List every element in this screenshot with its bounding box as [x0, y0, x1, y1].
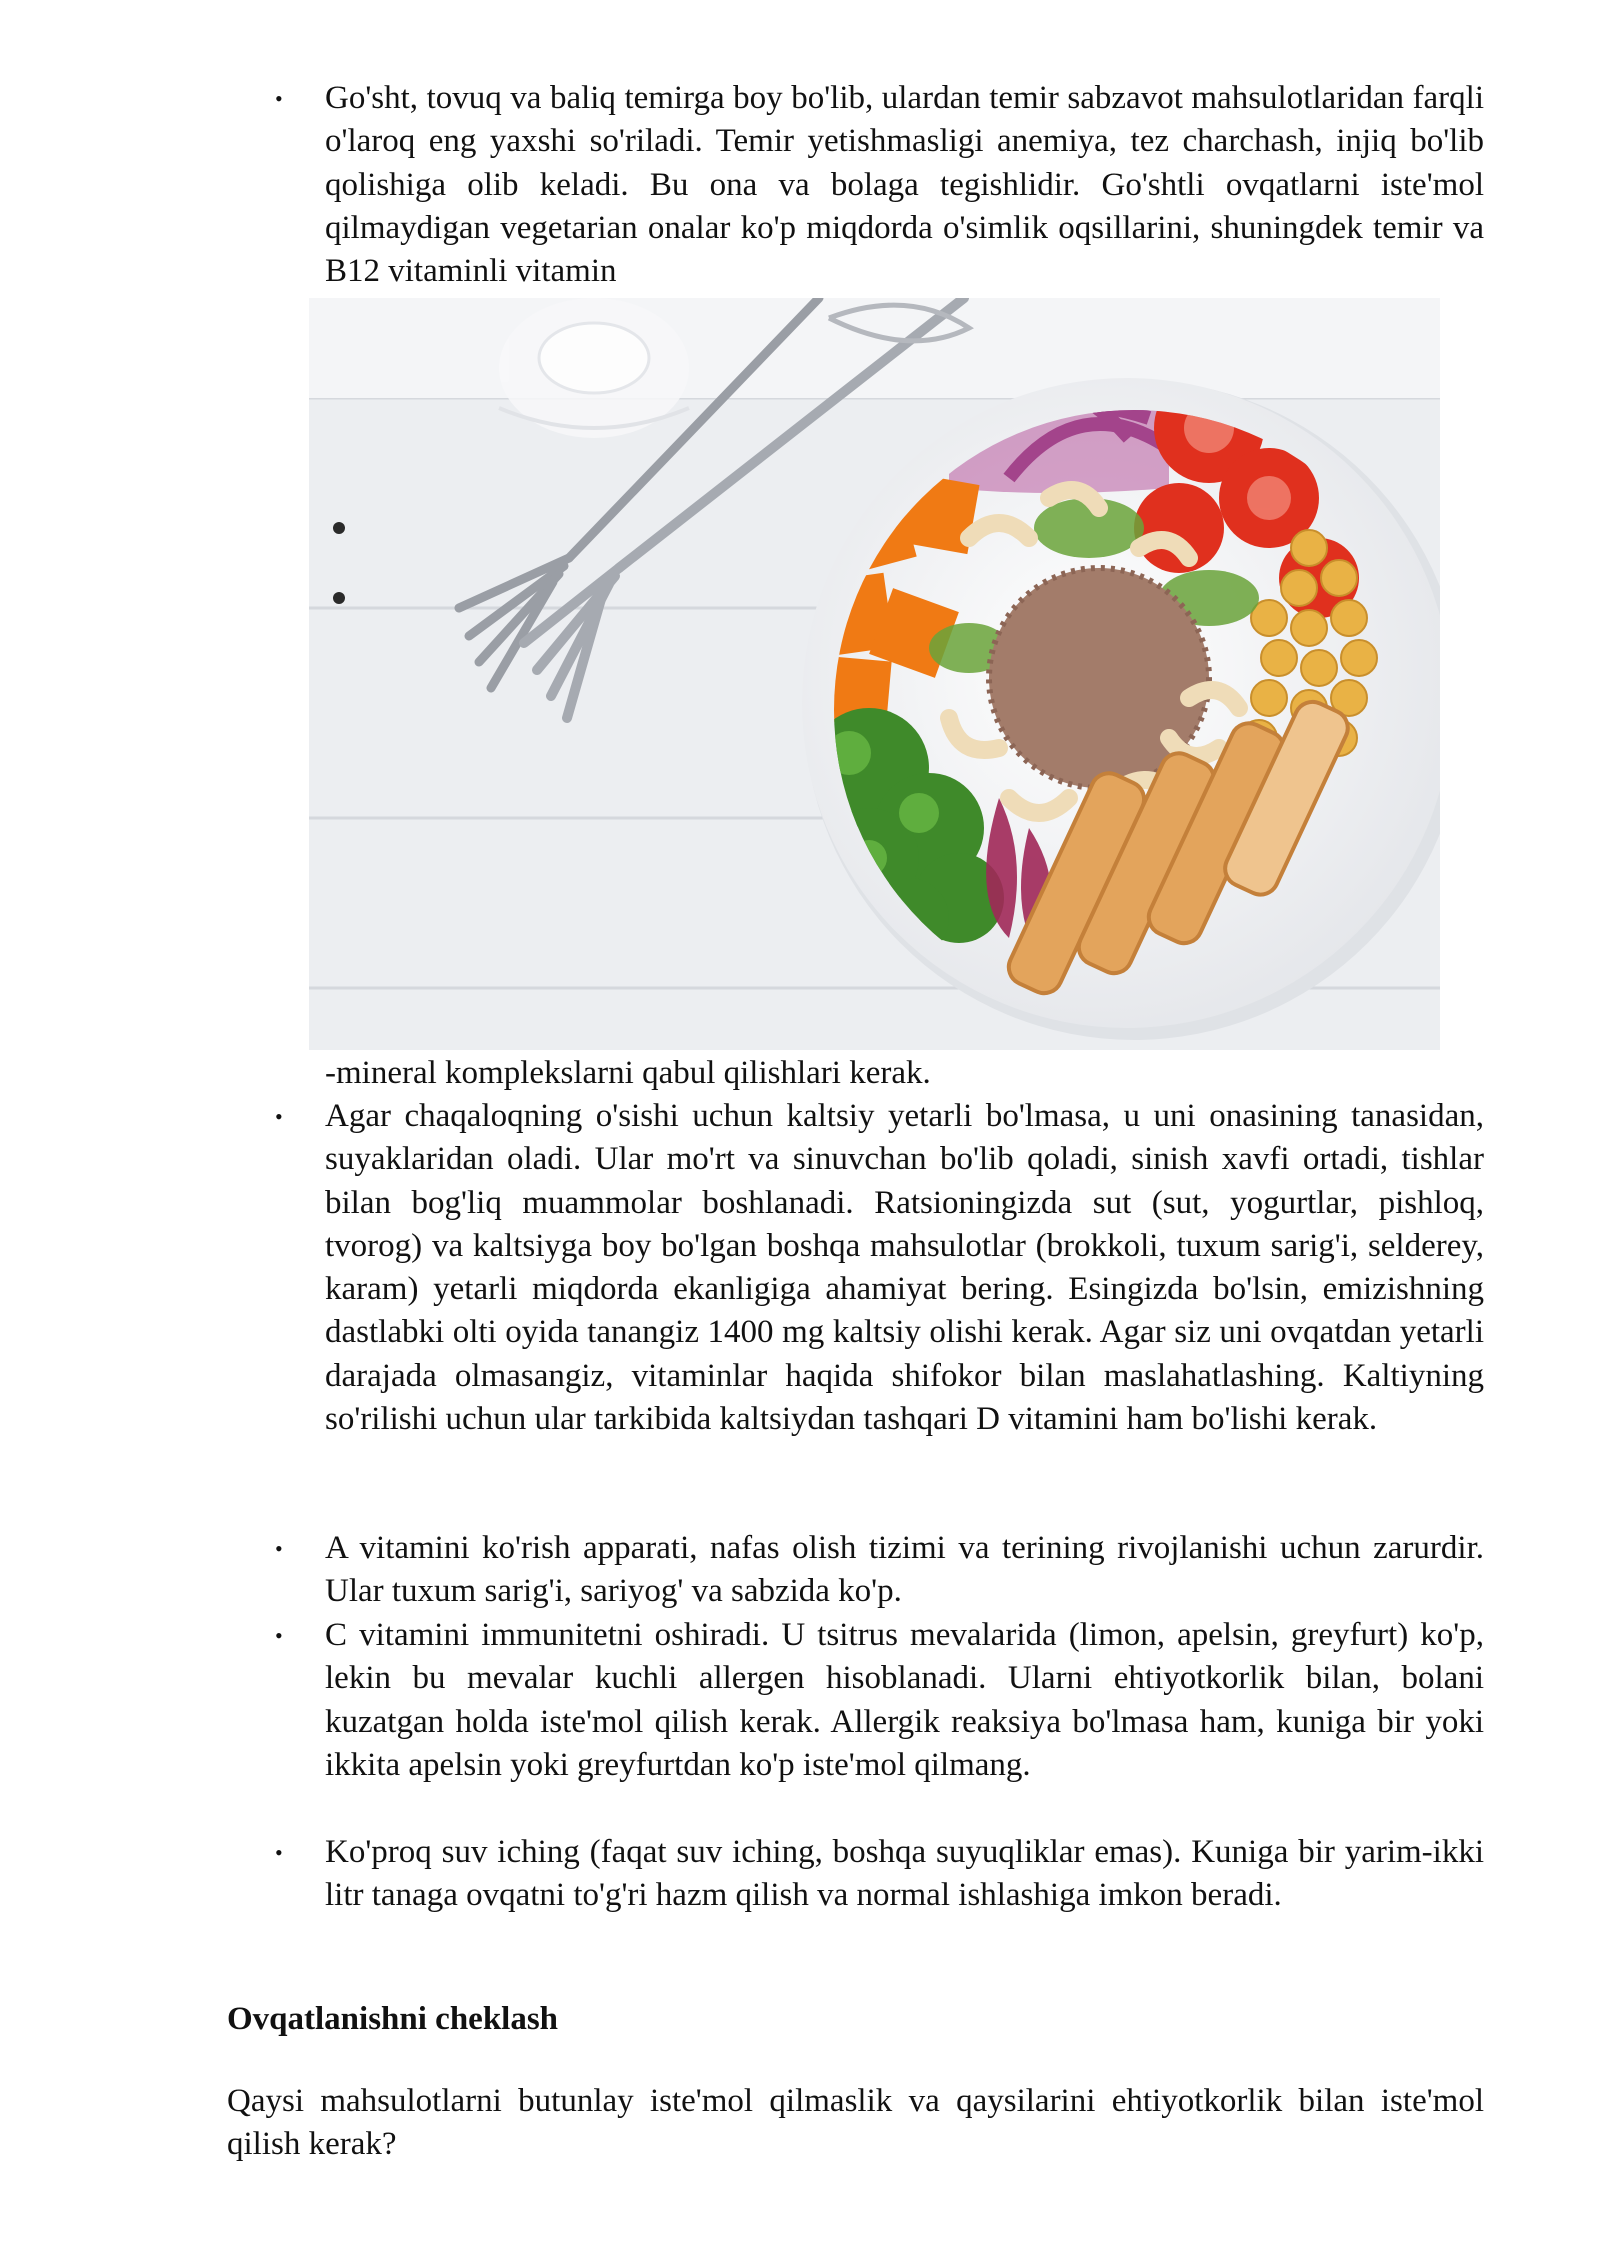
list-item [275, 1527, 1484, 1614]
bullet-dot: • [275, 1623, 283, 1648]
bullet-dot: • [275, 86, 283, 111]
list-item-text: A vitamini ko'rish apparati, nafas olish tizimi va terining rivojlanishi uchun zarurdir. Ular tuxum sarig'i, sariyog' va sabzida ko'p. [325, 1530, 1484, 1610]
bullet-dot: • [275, 1104, 283, 1129]
list-item-text: Agar chaqaloqning o'sishi uchun kaltsiy yetarli bo'lmasa, u uni onasining tanasidan, suyaklaridan oladi. Ular mo'rt va sinuvchan bo'lib qoladi, sinish xavfi ortadi, tishlar bilan bog'liq muammolar boshlanadi. Ratsioningizda sut (sut, yogurtlar, pishloq, tvorog) va kaltsiyga boy bo'lgan boshqa mahsulotlar (brokkoli, tuxum sarig'i, selderey, karam) yetarli miqdorda ekanligiga ahamiyat bering. Esingizda bo'lsin, emizishning dastlabki olti oyida tanangiz 1400 mg kaltsiy olishi kerak. Agar siz uni ovqatdan yetarli darajada olmasangiz, vitaminlar haqida shifokor bilan maslahatlashing. Kaltiyning so'rilishi uchun ular tarkibida kaltsiydan tashqari D vitamini ham bo'lishi kerak. [325, 1098, 1484, 1438]
section-heading: Ovqatlanishni cheklash [227, 2001, 559, 2037]
list-item [275, 77, 1484, 293]
question-paragraph: Qaysi mahsulotlarni butunlay iste'mol qilmaslik va qaysilarini ehtiyotkorlik bilan iste'mol qilish kerak? [227, 2083, 1484, 2163]
list-item-continuation: -mineral komplekslarni qabul qilishlari kerak. [325, 1055, 931, 1091]
list-item-text: Ko'proq suv iching (faqat suv iching, boshqa suyuqliklar emas). Kuniga bir yarim-ikki litr tanaga ovqatni to'g'ri hazm qilish va normal ishlashiga imkon beradi. [325, 1834, 1484, 1914]
list-item [275, 1614, 1484, 1787]
list-item-text: C vitamini immunitetni oshiradi. U tsitrus mevalarida (limon, apelsin, greyfurt) ko'p, lekin bu mevalar kuchli allergen hisoblanadi. Ularni ehtiyotkorlik bilan, bolani kuzatgan holda iste'mol qilish kerak. Allergik reaksiya bo'lmasa ham, kuniga bir yoki ikkita apelsin yoki greyfurtdan ko'p iste'mol qilmang. [325, 1617, 1484, 1783]
bullet-dot: • [275, 1536, 283, 1561]
list-item [275, 1095, 1484, 1441]
list-item-text: Go'sht, tovuq va baliq temirga boy bo'lib, ulardan temir sabzavot mahsulotlaridan farqli o'laroq eng yaxshi so'riladi. Temir yetishmasligi anemiya, tez charchash, injiq bo'lib qolishiga olib keladi. Bu ona va bolaga tegishlidir. Go'shtli ovqatlarni iste'mol qilmaydigan vegetarian onalar ko'p miqdorda o'simlik oqsillarini, shuningdek temir va B12 vitaminli vitamin [325, 80, 1484, 290]
bullet-dot: • [275, 1840, 283, 1865]
jug [499, 298, 689, 438]
list-item [275, 1831, 1484, 1918]
food-bowl-image [309, 298, 1440, 1050]
